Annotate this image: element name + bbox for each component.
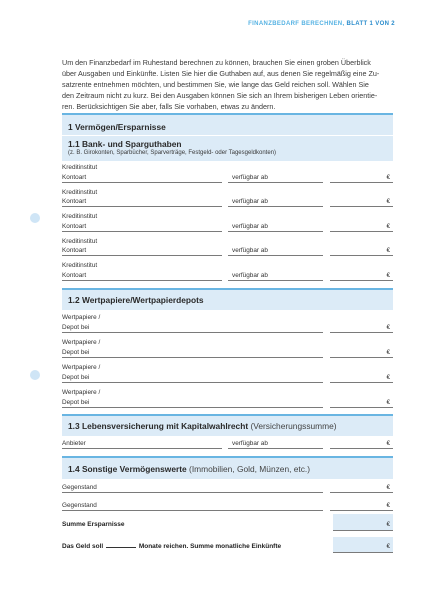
section-1-header: [62, 113, 393, 161]
amount-field[interactable]: [330, 174, 393, 183]
bank-row: [62, 164, 393, 183]
page-header: [248, 20, 395, 28]
euro-symbol: €: [386, 222, 390, 230]
euro-symbol: €: [386, 398, 390, 406]
savings-total-field[interactable]: [333, 514, 393, 531]
euro-symbol: €: [386, 198, 390, 205]
section-1-4-title: [68, 464, 310, 474]
depot-label: Depot bei: [62, 323, 90, 331]
amount-field[interactable]: [330, 247, 393, 256]
securities-label: Wertpapiere /: [62, 314, 101, 321]
section-1-1-title: 1.1 Bank- und Sparguthaben: [68, 139, 182, 149]
depot-field[interactable]: [62, 399, 323, 408]
account-type-label: Kontoart: [62, 173, 87, 181]
monthly-income-field[interactable]: [333, 537, 393, 553]
institution-label: Kreditinstitut: [62, 262, 98, 269]
amount-field[interactable]: [330, 198, 393, 207]
provider-label: Anbieter: [62, 440, 86, 447]
depot-field[interactable]: [62, 324, 323, 333]
section-1-4-heading: 1.4 Sonstige Vermögenswerte: [68, 464, 187, 474]
asset-label: Gegenstand: [62, 484, 97, 491]
euro-symbol: €: [386, 440, 390, 447]
asset-field[interactable]: [62, 484, 323, 493]
account-type-label: Kontoart: [62, 198, 87, 205]
intro-line: über Ausgaben und Einkünfte. Listen Sie hier die Guthaben auf, aus denen Sie regelmäßig eine Zu-: [62, 69, 380, 78]
bank-row: [62, 238, 393, 257]
intro-line: ren. Berücksichtigen Sie aber, falls Sie vorhaben, etwas zu ändern.: [62, 102, 276, 111]
account-type-label: Kontoart: [62, 247, 87, 254]
euro-symbol: €: [386, 521, 390, 528]
asset-row: [62, 484, 393, 503]
section-1-3-heading: 1.3 Lebensversicherung mit Kapitalwahlrecht: [68, 421, 249, 431]
savings-total-label: Summe Ersparnisse: [62, 521, 125, 528]
amount-field[interactable]: [330, 349, 393, 358]
duration-prefix: Das Geld soll: [62, 543, 104, 550]
duration-sentence: [62, 541, 281, 551]
bank-row: [62, 189, 393, 208]
asset-label: Gegenstand: [62, 502, 97, 509]
header-page-label: BLATT 1 VON 2: [346, 21, 395, 27]
available-from-label: verfügbar ab: [232, 173, 268, 181]
punch-hole-marker: [30, 370, 40, 380]
amount-field[interactable]: [330, 399, 393, 408]
available-from-label: verfügbar ab: [232, 271, 268, 279]
depot-label: Depot bei: [62, 373, 90, 381]
available-from-label: verfügbar ab: [232, 222, 268, 230]
amount-field[interactable]: [330, 374, 393, 383]
intro-line: den Zeitraum nicht zu kurz. Bei den Ausgaben können Sie sich an Ihrem bisherigen Leben orientie-: [62, 91, 378, 100]
securities-label: Wertpapiere /: [62, 339, 101, 346]
section-1-title: 1 Vermögen/Ersparnisse: [68, 122, 166, 132]
depot-field[interactable]: [62, 374, 323, 383]
header-title: FINANZBEDARF BERECHNEN,: [248, 21, 345, 27]
months-field[interactable]: [106, 541, 136, 548]
euro-symbol: €: [386, 323, 390, 331]
section-1-3-note: (Versicherungssumme): [250, 421, 337, 431]
available-from-label: verfügbar ab: [232, 198, 268, 205]
amount-field[interactable]: [330, 502, 393, 511]
account-type-label: Kontoart: [62, 271, 87, 279]
bank-row: [62, 262, 393, 281]
euro-symbol: €: [386, 502, 390, 509]
intro-line: satzrente entnehmen möchten, und bestimmen Sie, wie lange das Geld reichen soll. Wählen Sie: [62, 80, 369, 89]
euro-symbol: €: [386, 271, 390, 279]
institution-label: Kreditinstitut: [62, 164, 98, 171]
intro-line: Um den Finanzbedarf im Ruhestand berechnen zu können, brauchen Sie einen groben Überblick: [62, 58, 371, 67]
institution-label: Kreditinstitut: [62, 188, 98, 196]
securities-label: Wertpapiere /: [62, 364, 101, 371]
account-type-label: Kontoart: [62, 222, 87, 230]
section-1-4-note: (Immobilien, Gold, Münzen, etc.): [189, 464, 311, 474]
euro-symbol: €: [386, 484, 390, 491]
section-1-2-header: [62, 288, 393, 310]
amount-field[interactable]: [330, 440, 393, 449]
institution-label: Kreditinstitut: [62, 213, 98, 220]
depot-label: Depot bei: [62, 398, 90, 406]
intro-paragraph: [62, 57, 379, 112]
duration-suffix: Monate reichen. Summe monatliche Einkünfte: [138, 543, 282, 550]
bank-row: [62, 213, 393, 232]
securities-label: Wertpapiere /: [62, 389, 101, 396]
depot-label: Depot bei: [62, 348, 90, 356]
punch-hole-marker: [30, 213, 40, 223]
institution-label: Kreditinstitut: [62, 237, 98, 245]
amount-field[interactable]: [330, 484, 393, 493]
euro-symbol: €: [386, 543, 390, 550]
depot-field[interactable]: [62, 349, 323, 358]
euro-symbol: €: [386, 348, 390, 356]
section-1-2-title: 1.2 Wertpapiere/Wertpapierdepots: [68, 295, 204, 305]
section-1-4-header: [62, 456, 393, 479]
section-1-3-title: [68, 421, 337, 431]
amount-field[interactable]: [330, 324, 393, 333]
securities-row: [62, 314, 393, 333]
amount-field[interactable]: [330, 272, 393, 281]
section-1-3-header: [62, 414, 393, 436]
available-from-label: verfügbar ab: [232, 440, 268, 447]
euro-symbol: €: [386, 173, 390, 181]
securities-row: [62, 389, 393, 408]
securities-row: [62, 364, 393, 383]
securities-row: [62, 339, 393, 358]
euro-symbol: €: [386, 373, 390, 381]
section-divider: [62, 135, 393, 136]
euro-symbol: €: [386, 247, 390, 254]
asset-field[interactable]: [62, 502, 323, 511]
section-1-1-note: (z. B. Girokonten, Sparbücher, Sparverträge, Festgeld- oder Tagesgeldkonten): [68, 150, 277, 156]
available-from-label: verfügbar ab: [232, 247, 268, 254]
provider-field[interactable]: [62, 440, 222, 449]
amount-field[interactable]: [330, 223, 393, 232]
